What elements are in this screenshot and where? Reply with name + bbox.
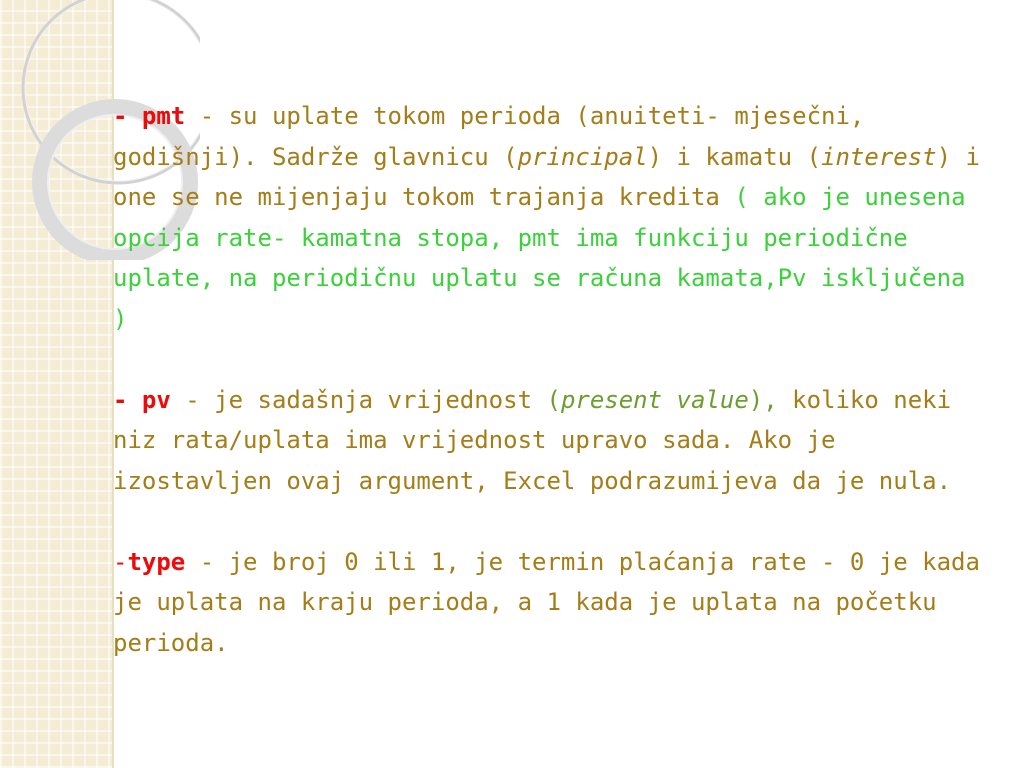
type-paragraph — [113, 542, 993, 664]
pv-text-1: - je sadašnja vrijednost — [170, 385, 547, 414]
pmt-paragraph — [113, 96, 993, 339]
pv-text-2: koliko neki niz rata/uplata ima vrijednost upravo sada. Ako je izostavljen ovaj argument, Excel podrazumijeva da je nula. — [113, 385, 952, 495]
interest-term: interest — [821, 142, 937, 171]
pmt-text-3: ) i one se ne mijenjaju tokom trajanja kredita — [113, 142, 980, 211]
paragraph-gap — [113, 339, 993, 380]
paragraph-gap — [113, 501, 993, 542]
type-text: - je broj 0 ili 1, je termin plaćanja rate - 0 je kada je uplata na kraju perioda, a 1 kada je uplata na početku perioda. — [113, 547, 980, 657]
principal-term: principal — [517, 142, 648, 171]
type-dash: - — [113, 547, 128, 576]
pv-open-paren: ( — [546, 385, 561, 414]
pmt-text-1: - su uplate tokom perioda (anuiteti- mjesečni, godišnji). Sadrže glavnicu ( — [113, 102, 865, 171]
pmt-label: - pmt — [113, 102, 186, 130]
pv-label: - pv — [113, 385, 171, 414]
type-label: type — [127, 547, 186, 576]
present-value-term: present value — [560, 385, 749, 414]
pv-close-paren: ), — [748, 385, 778, 414]
slide-content — [113, 96, 993, 663]
pmt-note: ( ako je unesena opcija rate- kamatna stopa, pmt ima funkciju periodične uplate, na periodičnu uplatu se računa kamata,Pv isključena ) — [113, 183, 966, 333]
pmt-text-2: ) i kamatu ( — [647, 142, 822, 171]
pv-paragraph — [113, 380, 993, 502]
